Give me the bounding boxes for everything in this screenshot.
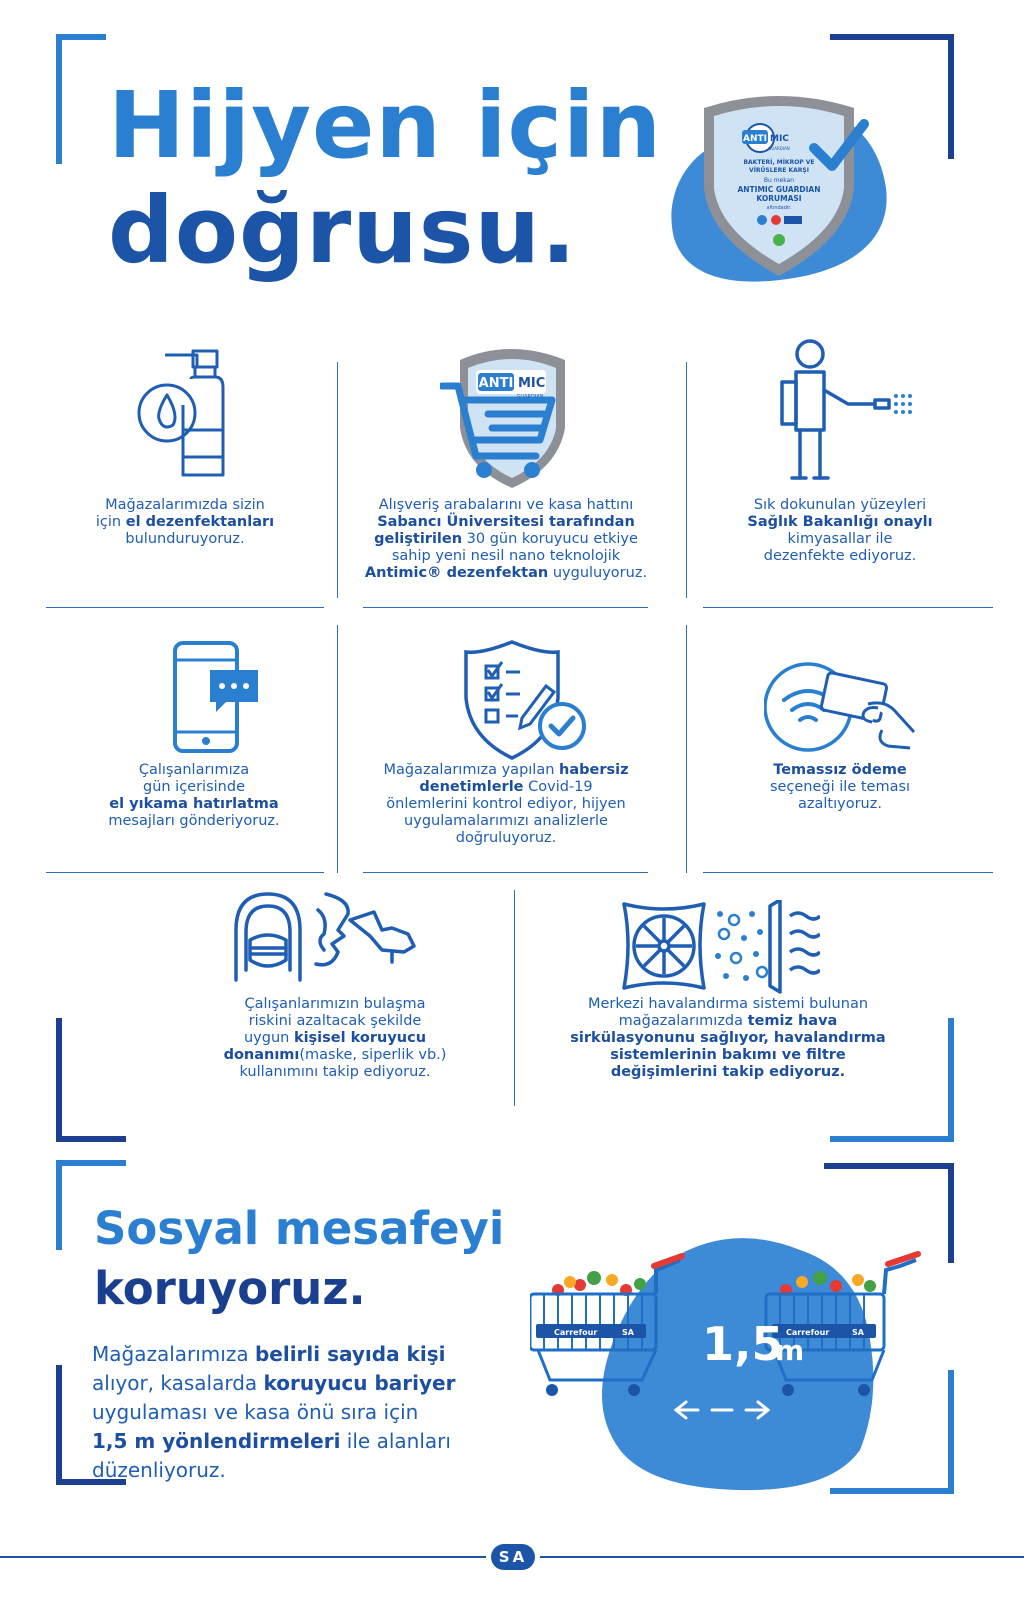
antimic-line4: uyguluyoruz. — [548, 565, 648, 581]
sanitizer-icon — [135, 345, 235, 480]
disinfect-spray-icon — [780, 338, 915, 488]
antimic-bold2: geliştirilen — [374, 531, 463, 547]
cart-right-logo: SA — [852, 1328, 864, 1337]
badge-line4: ANTIMIC GUARDIAN — [737, 185, 821, 194]
antimic-bold3: Antimic® dezenfektan — [364, 565, 549, 581]
shield-icon — [664, 88, 894, 283]
social-paragraph — [92, 1340, 492, 1485]
phone-line1: Çalışanlarımıza — [138, 762, 250, 778]
phone-line3: mesajları gönderiyoruz. — [108, 813, 280, 829]
phone-text — [60, 762, 328, 830]
grid-divider-h1b — [363, 607, 648, 608]
page-title-line2: doğrusu. — [108, 177, 577, 284]
antimic-bold1: Sabancı Üniversitesi tarafından — [377, 514, 635, 530]
air-text — [548, 996, 908, 1081]
grid-divider-v4 — [686, 625, 687, 873]
air-bold2: sirkülasyonunu sağlıyor, havalandırma — [570, 1030, 886, 1046]
distance-number: 1,5 — [702, 1317, 784, 1371]
social-title-line2: koruyoruz. — [94, 1262, 366, 1315]
grid-divider-h2c — [703, 872, 993, 873]
page-title-line1: Hijyen için — [108, 72, 663, 179]
badge-line1: BAKTERİ, MİKROP VE — [743, 159, 815, 166]
grid-divider-v1 — [337, 362, 338, 598]
badge-line2: VİRÜSLERE KARŞI — [749, 167, 809, 174]
air-line2: mağazalarımızda — [618, 1013, 748, 1029]
social-text1: Mağazalarımıza — [92, 1342, 255, 1366]
grid-divider-v2 — [686, 362, 687, 598]
contactless-bold1: Temassız ödeme — [773, 762, 907, 778]
antimic-line2: 30 gün koruyucu etkiye — [462, 531, 638, 547]
sanitizer-text — [60, 497, 310, 548]
social-bold3: 1,5 m yönlendirmeleri — [92, 1429, 341, 1453]
badge-line6: altındadır. — [766, 205, 792, 211]
contactless-text — [715, 762, 965, 813]
phone-line2: gün içerisinde — [142, 779, 245, 795]
air-bold3: sistemlerinin bakımı ve filtre — [610, 1047, 846, 1063]
badge-line3: Bu mekan — [763, 177, 795, 184]
audit-line4: uygulamalarımızı analizlerle — [404, 813, 608, 829]
phone-message-icon — [172, 640, 262, 755]
sanitizer-line3: bulunduruyoruz. — [125, 531, 245, 547]
footer-divider-right — [540, 1556, 1024, 1558]
grid-divider-v3 — [337, 625, 338, 873]
audit-line5: doğruluyoruz. — [455, 830, 557, 846]
ppe-line1: Çalışanlarımızın bulaşma — [244, 996, 426, 1012]
spray-bold1: Sağlık Bakanlığı onaylı — [747, 514, 933, 530]
ppe-line3: uygun — [243, 1030, 294, 1046]
cart-right-brand: Carrefour — [786, 1328, 830, 1337]
spray-text — [715, 497, 965, 565]
antimic-line1: Alışveriş arabalarını ve kasa hattını — [378, 497, 634, 513]
ppe-bold2: donanımı — [223, 1047, 300, 1063]
cart-left-logo: SA — [622, 1328, 634, 1337]
audit-line1: Mağazalarımıza yapılan — [383, 762, 560, 778]
spray-line1: Sık dokunulan yüzeyleri — [753, 497, 927, 513]
badge-logo-left: ANTI — [743, 134, 767, 144]
air-bold1: temiz hava — [747, 1013, 838, 1029]
ppe-line2: riskini azaltacak şekilde — [248, 1013, 422, 1029]
footer-logo: SA — [491, 1544, 535, 1570]
social-title-line1: Sosyal mesafeyi — [94, 1202, 505, 1255]
contactless-line2: azaltıyoruz. — [798, 796, 882, 812]
footer-divider-left — [0, 1556, 486, 1558]
spray-line2: kimyasallar ile — [787, 531, 893, 547]
ppe-line5: kullanımını takip ediyoruz. — [239, 1064, 431, 1080]
badge-logo-right: MIC — [770, 134, 789, 144]
spray-line3: dezenfekte ediyoruz. — [763, 548, 917, 564]
grid-divider-h1a — [46, 607, 324, 608]
ppe-mask-icon — [232, 890, 432, 990]
cart-logo-sub: GUARDIAN — [516, 394, 544, 400]
corner-bracket-mid-left — [56, 1018, 126, 1142]
distance-illustration — [530, 1230, 950, 1510]
antimic-text — [356, 497, 656, 582]
sanitizer-bold1: el dezenfektanları — [125, 514, 275, 530]
cart-left-brand: Carrefour — [554, 1328, 598, 1337]
social-bold1: belirli sayıda kişi — [254, 1342, 446, 1366]
antimic-line3: sahip yeni nesil nano teknolojik — [391, 548, 621, 564]
cart-logo-left: ANTI — [478, 376, 514, 391]
ppe-text — [190, 996, 480, 1081]
corner-bracket-top-left — [56, 34, 106, 164]
social-text4: ile alanları — [340, 1429, 451, 1453]
antimic-cart-icon — [440, 338, 580, 488]
cart-logo-right: MIC — [518, 376, 546, 391]
grid-divider-h2a — [46, 872, 324, 873]
audit-line3: önlemlerini kontrol ediyor, hijyen — [386, 796, 626, 812]
contactless-line1: seçeneği ile teması — [769, 779, 911, 795]
air-bold4: değişimlerini takip ediyoruz. — [610, 1064, 846, 1080]
sanitizer-line2: için — [95, 514, 126, 530]
ppe-line4: (maske, siperlik vb.) — [299, 1047, 447, 1063]
social-text3: uygulaması ve kasa önü sıra için — [92, 1400, 419, 1424]
antimic-badge — [664, 88, 894, 283]
badge-logo-sub: GUARDIAN — [768, 146, 790, 151]
distance-unit: m — [775, 1334, 805, 1367]
grid-divider-h2b — [363, 872, 648, 873]
grid-divider-v5 — [514, 890, 515, 1106]
audit-bold1: habersiz — [559, 762, 629, 778]
badge-line5: KORUMASI — [756, 194, 802, 203]
social-text5: düzenliyoruz. — [92, 1458, 226, 1482]
audit-line2: Covid-19 — [523, 779, 593, 795]
audit-text — [360, 762, 652, 847]
audit-checklist-icon — [462, 638, 592, 763]
ventilation-fan-icon — [620, 900, 820, 995]
audit-bold2: denetimlerle — [419, 779, 524, 795]
air-line1: Merkezi havalandırma sistemi bulunan — [587, 996, 869, 1012]
grid-divider-h1c — [703, 607, 993, 608]
sanitizer-line1: Mağazalarımızda sizin — [105, 497, 265, 513]
social-text2: alıyor, kasalarda — [92, 1371, 264, 1395]
social-bold2: koruyucu bariyer — [263, 1371, 456, 1395]
contactless-payment-icon — [764, 660, 924, 755]
ppe-bold1: kişisel koruyucu — [293, 1030, 427, 1046]
phone-bold1: el yıkama hatırlatma — [109, 796, 279, 812]
